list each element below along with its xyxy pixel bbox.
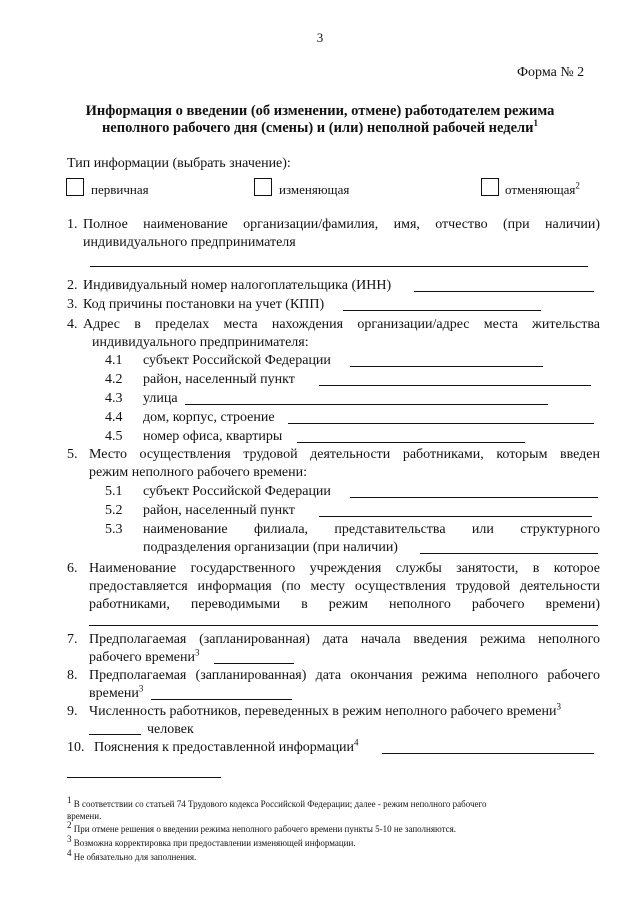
- item-10-number: 10.: [67, 740, 85, 755]
- item-8-line-2: времени$^3$: [89, 683, 144, 701]
- item-9-input-line[interactable]: [89, 734, 141, 735]
- item-5-number: 5.: [67, 447, 78, 462]
- item-1-input-line[interactable]: [90, 266, 588, 267]
- item-5-2-input-line[interactable]: [319, 516, 592, 517]
- item-5-2-number: 5.2: [105, 503, 123, 518]
- item-6-line-3: работниками, переводимыми в режим неполного рабочего времени): [89, 597, 600, 612]
- item-4-4-label: дом, корпус, строение: [143, 410, 275, 425]
- item-6-number: 6.: [67, 561, 78, 576]
- option-cancel-label: отменяющая$^2$: [505, 180, 580, 197]
- item-5-3-line-2: подразделения организации (при наличии): [143, 540, 398, 555]
- item-5-1-label: субъект Российской Федерации: [143, 484, 331, 499]
- form-label: Форма № 2: [517, 65, 585, 80]
- footnote-3: $^3$ Возможна корректировка при предоставлении изменяющей информации.: [67, 834, 356, 848]
- item-10-input-line[interactable]: [382, 753, 594, 754]
- item-4-2-number: 4.2: [105, 372, 123, 387]
- item-3-number: 3.: [67, 297, 78, 312]
- checkbox-primary[interactable]: [66, 178, 84, 196]
- item-2-input-line[interactable]: [414, 291, 594, 292]
- footnote-2: $^2$ При отмене решения о введении режима неполного рабочего времени пункты 5-10 не заполняются.: [67, 820, 457, 834]
- item-7-line-2: рабочего времени$^3$: [89, 647, 200, 665]
- item-4-5-number: 4.5: [105, 429, 123, 444]
- item-4-1-label: субъект Российской Федерации: [143, 353, 331, 368]
- item-5-1-number: 5.1: [105, 484, 123, 499]
- item-4-number: 4.: [67, 317, 78, 332]
- footnote-1-cont: времени.: [67, 811, 102, 821]
- item-6-line-2: предоставляется информация (по месту осуществления трудовой деятельности: [89, 579, 600, 594]
- item-5-3-line-1: наименование филиала, представительства или структурного: [143, 522, 600, 537]
- checkbox-cancel[interactable]: [481, 178, 499, 196]
- footnote-4: $^4$ Не обязательно для заполнения.: [67, 848, 197, 862]
- item-4-line-2: индивидуального предпринимателя:: [92, 335, 309, 350]
- page-number: 3: [316, 30, 324, 45]
- item-7-number: 7.: [67, 632, 78, 647]
- item-4-4-input-line[interactable]: [288, 423, 594, 424]
- item-4-3-label: улица: [143, 391, 178, 406]
- item-4-3-number: 4.3: [105, 391, 123, 406]
- item-8-number: 8.: [67, 668, 78, 683]
- title-line-2: неполного рабочего дня (смены) и (или) неполной рабочей недели$^1$: [101, 118, 539, 136]
- item-3-label: Код причины постановки на учет (КПП): [83, 297, 325, 312]
- item-4-3-input-line[interactable]: [185, 404, 548, 405]
- item-5-line-1: Место осуществления трудовой деятельности работниками, которым введен: [89, 447, 600, 462]
- item-5-line-2: режим неполного рабочего времени:: [89, 465, 308, 480]
- item-7-input-line[interactable]: [214, 663, 294, 664]
- item-1-number: 1.: [67, 217, 78, 232]
- item-8-input-line[interactable]: [151, 699, 292, 700]
- item-2-number: 2.: [67, 278, 78, 293]
- item-2-label: Индивидуальный номер налогоплательщика (ИНН): [83, 278, 392, 293]
- item-9-unit: человек: [147, 722, 194, 737]
- title-line-1: Информация о введении (об изменении, отмене) работодателем режима: [85, 103, 555, 119]
- option-primary-label: первичная: [91, 182, 149, 197]
- item-4-5-input-line[interactable]: [297, 442, 525, 443]
- item-4-1-number: 4.1: [105, 353, 123, 368]
- item-5-1-input-line[interactable]: [350, 497, 598, 498]
- item-1-line-1: Полное наименование организации/фамилия, имя, отчество (при наличии): [83, 217, 600, 232]
- item-9-line-1: Численность работников, переведенных в режим неполного рабочего времени$^3$: [89, 701, 561, 719]
- item-7-line-1: Предполагаемая (запланированная) дата начала введения режима неполного: [89, 632, 600, 647]
- item-5-3-number: 5.3: [105, 522, 123, 537]
- item-5-3-input-line[interactable]: [420, 553, 598, 554]
- item-9-number: 9.: [67, 704, 78, 719]
- item-8-line-1: Предполагаемая (запланированная) дата окончания режима неполного рабочего: [89, 668, 600, 683]
- item-4-4-number: 4.4: [105, 410, 123, 425]
- item-4-5-label: номер офиса, квартиры: [143, 429, 283, 444]
- item-1-line-2: индивидуального предпринимателя: [83, 235, 296, 250]
- item-4-2-label: район, населенный пункт: [143, 372, 295, 387]
- item-6-line-1: Наименование государственного учреждения службы занятости, в которое: [89, 561, 600, 576]
- item-3-input-line[interactable]: [343, 310, 541, 311]
- info-type-label: Тип информации (выбрать значение):: [67, 156, 291, 171]
- item-4-2-input-line[interactable]: [319, 385, 591, 386]
- item-5-2-label: район, населенный пункт: [143, 503, 295, 518]
- item-4-1-input-line[interactable]: [350, 366, 543, 367]
- option-changing-label: изменяющая: [279, 182, 350, 197]
- item-10-label: Пояснения к предоставленной информации$^4$: [94, 737, 359, 755]
- checkbox-changing[interactable]: [254, 178, 272, 196]
- footnote-1: $^1$ В соответствии со статьей 74 Трудового кодекса Российской Федерации; далее - режим неполного рабочего: [67, 795, 487, 809]
- item-6-input-line[interactable]: [89, 625, 598, 626]
- item-4-line-1: Адрес в пределах места нахождения организации/адрес места жительства: [83, 317, 600, 332]
- footnote-separator: [67, 777, 221, 778]
